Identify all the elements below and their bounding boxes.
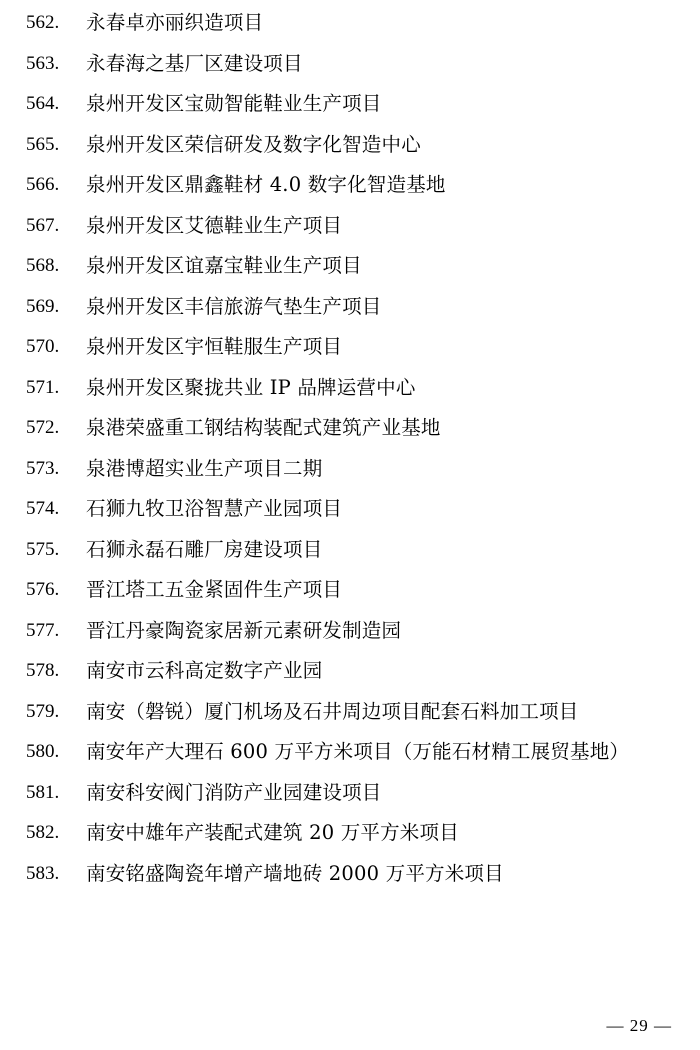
list-item-text: 永春卓亦丽织造项目 [86, 11, 264, 34]
list-item [20, 818, 686, 848]
list-item-number: 579. [26, 700, 60, 722]
list-item-text: 泉州开发区宝勋智能鞋业生产项目 [86, 92, 382, 115]
list-item-text: 泉州开发区聚拢共业 IP 品牌运营中心 [86, 375, 416, 399]
list-item-number: 573. [26, 457, 60, 479]
list-item-number: 568. [26, 255, 60, 276]
list-item [20, 454, 686, 484]
list-item-number: 577. [26, 619, 60, 641]
list-item [20, 413, 686, 443]
list-item-text: 南安科安阀门消防产业园建设项目 [86, 780, 382, 804]
list-item-number: 580. [26, 741, 60, 762]
list-item-number: 574. [26, 498, 60, 519]
list-item [20, 130, 686, 160]
list-item-text: 石狮永磊石雕厂房建设项目 [86, 537, 323, 561]
project-list [20, 8, 686, 889]
list-item-text: 南安（磐锐）厦门机场及石井周边项目配套石料加工项目 [86, 699, 579, 723]
list-item-number: 562. [26, 12, 60, 33]
list-item-number: 567. [26, 214, 60, 236]
list-item-number: 583. [26, 862, 60, 884]
list-item-number: 569. [26, 295, 60, 317]
list-item [20, 332, 686, 362]
list-item-text: 晋江塔工五金紧固件生产项目 [86, 578, 343, 601]
list-item-number: 566. [26, 174, 60, 195]
list-item [20, 737, 686, 767]
page-number: — 29 — [606, 1016, 672, 1035]
list-item-number: 575. [26, 538, 60, 560]
list-item-text: 南安年产大理石 600 万平方米项目（万能石材精工展贸基地） [86, 740, 630, 763]
list-item [20, 251, 686, 281]
list-item-number: 570. [26, 336, 60, 357]
list-item-text: 泉州开发区荣信研发及数字化智造中心 [86, 132, 421, 156]
list-item-number: 576. [26, 579, 60, 600]
list-item-text: 南安中雄年产装配式建筑 20 万平方米项目 [86, 821, 459, 844]
list-item-number: 572. [26, 417, 60, 438]
list-item [20, 575, 686, 605]
list-item-text: 泉州开发区艾德鞋业生产项目 [86, 213, 343, 237]
list-item-text: 泉州开发区鼎鑫鞋材 4.0 数字化智造基地 [86, 173, 446, 196]
list-item [20, 170, 686, 200]
list-item-number: 565. [26, 133, 60, 155]
list-item-text: 晋江丹豪陶瓷家居新元素研发制造园 [86, 618, 402, 642]
list-item [20, 373, 686, 403]
list-item [20, 8, 686, 38]
list-item [20, 778, 686, 808]
list-item-text: 南安铭盛陶瓷年增产墙地砖 2000 万平方米项目 [86, 861, 504, 885]
list-item-text: 石狮九牧卫浴智慧产业园项目 [86, 497, 343, 520]
list-item [20, 859, 686, 889]
list-item-text: 泉州开发区谊嘉宝鞋业生产项目 [86, 254, 362, 277]
list-item [20, 292, 686, 322]
list-item [20, 49, 686, 79]
list-item [20, 211, 686, 241]
list-item [20, 616, 686, 646]
list-item-number: 563. [26, 52, 60, 74]
list-item [20, 89, 686, 119]
list-item-number: 571. [26, 376, 60, 398]
list-item-text: 泉州开发区宇恒鞋服生产项目 [86, 335, 343, 358]
list-item [20, 535, 686, 565]
list-item-text: 永春海之基厂区建设项目 [86, 51, 303, 75]
list-item-number: 582. [26, 822, 60, 843]
list-item-number: 581. [26, 781, 60, 803]
list-item-text: 泉港博超实业生产项目二期 [86, 456, 323, 480]
list-item [20, 697, 686, 727]
list-item-text: 泉港荣盛重工钢结构装配式建筑产业基地 [86, 416, 441, 439]
list-item-number: 578. [26, 660, 60, 681]
list-item-text: 泉州开发区丰信旅游气垫生产项目 [86, 294, 382, 318]
list-item [20, 656, 686, 686]
list-item-number: 564. [26, 93, 60, 114]
list-item-text: 南安市云科高定数字产业园 [86, 659, 323, 682]
list-item [20, 494, 686, 524]
